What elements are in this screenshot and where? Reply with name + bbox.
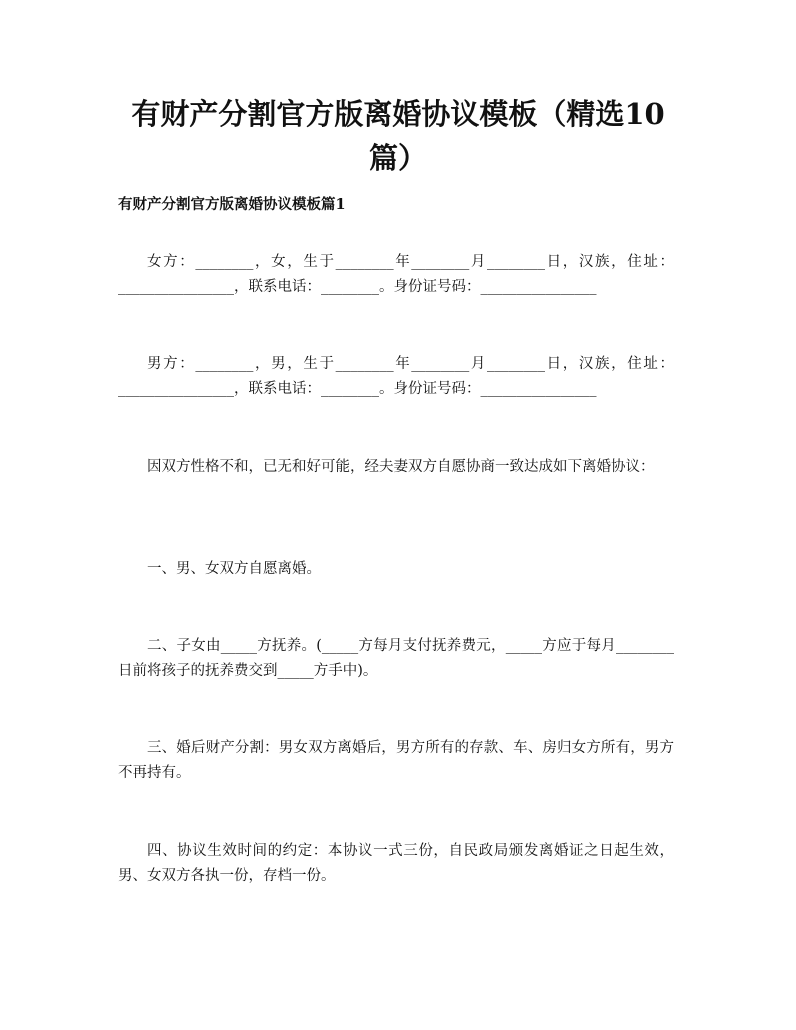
section-heading: 有财产分割官方版离婚协议模板篇1	[118, 196, 346, 213]
paragraph-clause-3: 三、婚后财产分割：男女双方离婚后，男方所有的存款、车、房归女方所有，男方不再持有。	[118, 740, 674, 781]
paragraph-clause-1: 一、男、女双方自愿离婚。	[147, 561, 321, 577]
paragraph-male-party: 男方：________，男，生于________年________月________日，汉族，住址：________________，联系电话：________。身份证号码：________________	[118, 356, 674, 397]
paragraph-clause-2: 二、子女由_____方抚养。(_____方每月支付抚养费元，_____方应于每月________日前将孩子的抚养费交到_____方手中)。	[118, 638, 674, 679]
paragraph-female-party: 女方：________，女，生于________年________月________日，汉族，住址：________________，联系电话：________。身份证号码：________________	[118, 254, 674, 295]
paragraph-preamble: 因双方性格不和，已无和好可能，经夫妻双方自愿协商一致达成如下离婚协议：	[147, 459, 655, 475]
paragraph-clause-4: 四、协议生效时间的约定：本协议一式三份，自民政局颁发离婚证之日起生效，男、女双方各执一份，存档一份。	[118, 843, 674, 884]
document-title: 有财产分割官方版离婚协议模板（精选10篇）	[131, 97, 665, 175]
